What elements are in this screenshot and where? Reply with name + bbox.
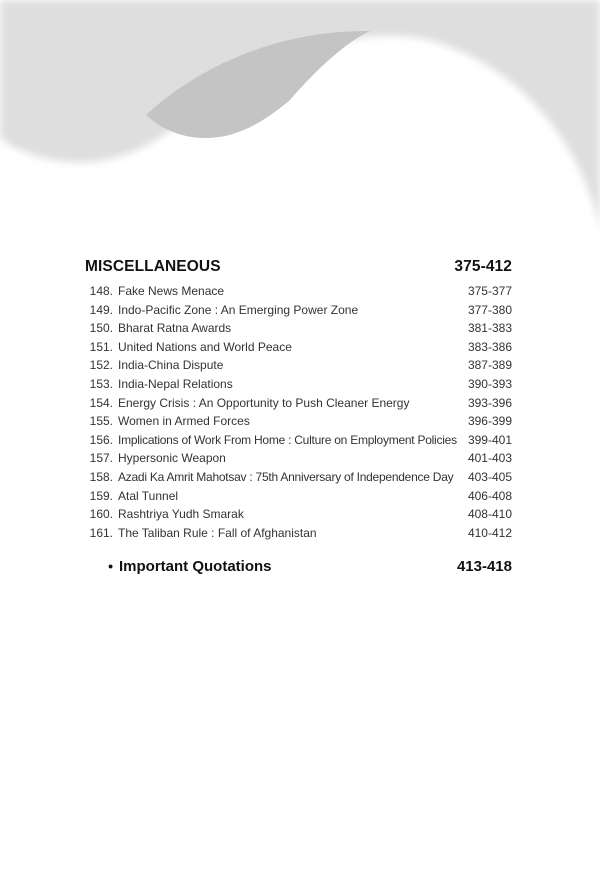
decorative-wave-header	[0, 0, 600, 260]
entry-title: Atal Tunnel	[118, 488, 179, 503]
entry-title: The Taliban Rule : Fall of Afghanistan	[118, 525, 317, 540]
entry-number: 154.	[89, 395, 113, 410]
toc-entry	[85, 487, 512, 506]
entry-pages: 399-401	[467, 432, 512, 447]
entry-pages: 396-399	[467, 414, 512, 429]
toc-entry	[85, 505, 512, 524]
entry-title: Bharat Ratna Awards	[118, 321, 232, 336]
entry-number: 159.	[89, 488, 113, 503]
entry-pages: 408-410	[467, 507, 512, 522]
entry-title: Rashtriya Yudh Smarak	[118, 507, 244, 522]
extra-pages: 413-418	[456, 558, 512, 576]
toc-entry	[85, 449, 512, 468]
toc-entry	[85, 431, 512, 450]
entry-pages: 410-412	[467, 525, 512, 540]
entry-title: Hypersonic Weapon	[118, 451, 226, 466]
toc-entry	[85, 412, 512, 431]
entry-title: Women in Armed Forces	[118, 414, 250, 429]
entry-pages: 387-389	[467, 358, 512, 373]
toc-entry	[85, 282, 512, 301]
entry-title: India-China Dispute	[118, 358, 224, 373]
entry-number: 160.	[89, 507, 113, 522]
entry-title: Indo-Pacific Zone : An Emerging Power Zone	[118, 302, 359, 317]
entry-title: Azadi Ka Amrit Mahotsav : 75th Anniversary of Independence Day	[118, 469, 454, 484]
entry-number: 151.	[89, 339, 113, 354]
entry-number: 148.	[89, 284, 113, 298]
section-title: MISCELLANEOUS	[85, 258, 221, 275]
entry-title: Implications of Work From Home : Culture on Employment Policies	[118, 432, 457, 447]
entry-pages: 393-396	[467, 395, 512, 410]
entry-number: 150.	[89, 321, 113, 336]
toc-entry	[85, 394, 512, 413]
toc-entry	[85, 301, 512, 320]
toc-entry	[85, 524, 512, 543]
entry-number: 153.	[89, 376, 113, 391]
bullet-icon: •	[108, 558, 113, 575]
entry-title: India-Nepal Relations	[118, 376, 233, 391]
entry-number: 155.	[89, 414, 113, 429]
entry-pages: 375-377	[467, 284, 512, 298]
entry-title: United Nations and World Peace	[118, 339, 292, 354]
entry-pages: 383-386	[467, 339, 512, 354]
entry-number: 156.	[89, 432, 113, 447]
entry-pages: 401-403	[467, 451, 512, 466]
entry-number: 149.	[89, 302, 113, 317]
entry-number: 152.	[89, 358, 113, 373]
extra-title: Important Quotations	[119, 558, 272, 576]
toc-entry	[85, 319, 512, 338]
toc-entry	[85, 356, 512, 375]
entry-pages: 381-383	[467, 321, 512, 336]
entry-pages: 403-405	[467, 469, 512, 484]
section-heading	[85, 258, 512, 282]
entry-pages: 377-380	[467, 302, 512, 317]
entry-pages: 406-408	[467, 488, 512, 503]
toc-entry	[85, 375, 512, 394]
table-of-contents	[85, 258, 512, 575]
toc-entry	[85, 338, 512, 357]
entry-number: 158.	[89, 469, 113, 484]
entry-title: Energy Crisis : An Opportunity to Push Cleaner Energy	[118, 395, 410, 410]
toc-entry	[85, 468, 512, 487]
entry-number: 157.	[89, 451, 113, 466]
entry-pages: 390-393	[467, 376, 512, 391]
important-quotations-entry	[85, 558, 512, 575]
section-pages: 375-412	[454, 258, 512, 275]
entry-number: 161.	[89, 525, 113, 540]
entry-title: Fake News Menace	[118, 284, 225, 298]
